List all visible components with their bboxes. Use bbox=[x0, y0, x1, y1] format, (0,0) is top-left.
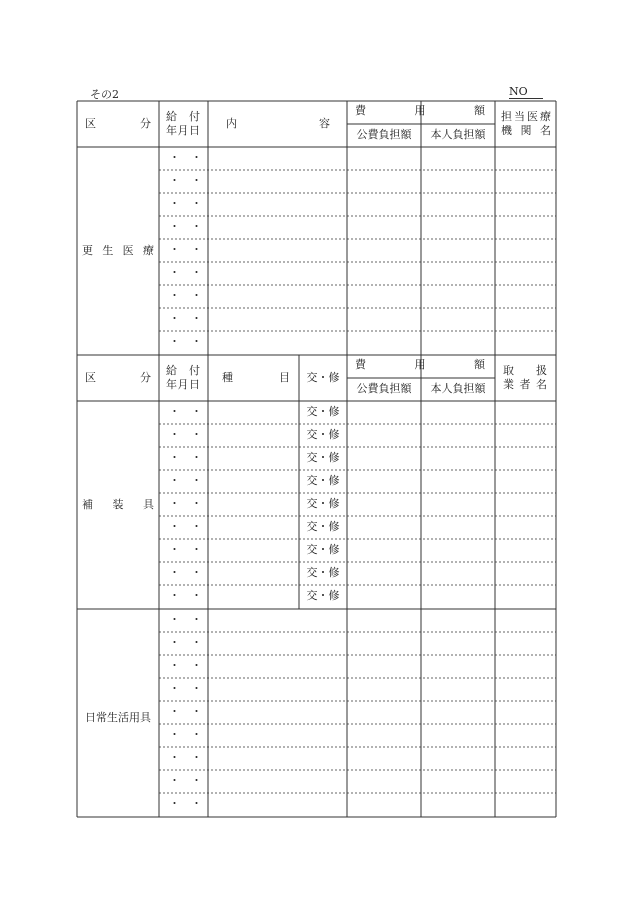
date-placeholder: ・ ・ bbox=[169, 405, 202, 418]
date-placeholder: ・ ・ bbox=[169, 659, 202, 672]
date-placeholder: ・ ・ bbox=[169, 520, 202, 533]
date-placeholder: ・ ・ bbox=[169, 220, 202, 233]
koushuu-mark: 交・修 bbox=[306, 497, 340, 510]
date-placeholder: ・ ・ bbox=[169, 289, 202, 302]
date-placeholder: ・ ・ bbox=[169, 243, 202, 256]
header-kyufu-date: 年 月 日 bbox=[166, 124, 200, 137]
header-kyufu: 給 付 bbox=[166, 110, 200, 123]
header-kubun: 区 分 bbox=[85, 117, 151, 130]
koushuu-mark: 交・修 bbox=[306, 474, 340, 487]
header-tantou-name: 機 関 名 bbox=[501, 124, 551, 137]
koushuu-mark: 交・修 bbox=[306, 520, 340, 533]
header-tantou: 担 当 医 療 bbox=[501, 110, 551, 123]
date-placeholder: ・ ・ bbox=[169, 543, 202, 556]
koushuu-mark: 交・修 bbox=[306, 451, 340, 464]
section-nichijou: 日常生活用具 bbox=[85, 711, 151, 724]
date-placeholder: ・ ・ bbox=[169, 151, 202, 164]
date-placeholder: ・ ・ bbox=[169, 774, 202, 787]
date-placeholder: ・ ・ bbox=[169, 728, 202, 741]
koushuu-mark: 交・修 bbox=[306, 405, 340, 418]
header-toriatsukai: 取 扱 bbox=[503, 364, 547, 377]
date-placeholder: ・ ・ bbox=[169, 751, 202, 764]
header-kouhi: 公費負担額 bbox=[356, 128, 412, 141]
date-placeholder: ・ ・ bbox=[169, 451, 202, 464]
header-honnin: 本人負担額 bbox=[430, 128, 486, 141]
header-shumoku: 種 目 bbox=[222, 371, 290, 384]
header-hiyou: 費 用 額 bbox=[355, 358, 485, 371]
date-placeholder: ・ ・ bbox=[169, 474, 202, 487]
koushuu-mark: 交・修 bbox=[306, 589, 340, 602]
header-koushuu: 交・修 bbox=[306, 371, 340, 384]
no-label: NO bbox=[509, 86, 543, 99]
header-kyufu-date: 年 月 日 bbox=[166, 378, 200, 391]
header-honnin: 本人負担額 bbox=[430, 382, 486, 395]
header-naiyou: 内 容 bbox=[226, 117, 330, 130]
date-placeholder: ・ ・ bbox=[169, 682, 202, 695]
koushuu-mark: 交・修 bbox=[306, 428, 340, 441]
date-placeholder: ・ ・ bbox=[169, 497, 202, 510]
date-placeholder: ・ ・ bbox=[169, 705, 202, 718]
date-placeholder: ・ ・ bbox=[169, 428, 202, 441]
section-hosougu: 補 装 具 bbox=[82, 498, 154, 511]
section-kousei: 更 生 医 療 bbox=[82, 244, 154, 257]
sheet-label: その2 bbox=[90, 88, 119, 101]
date-placeholder: ・ ・ bbox=[169, 174, 202, 187]
date-placeholder: ・ ・ bbox=[169, 797, 202, 810]
koushuu-mark: 交・修 bbox=[306, 566, 340, 579]
header-kubun: 区 分 bbox=[85, 371, 151, 384]
header-hiyou: 費 用 額 bbox=[355, 104, 485, 117]
date-placeholder: ・ ・ bbox=[169, 613, 202, 626]
date-placeholder: ・ ・ bbox=[169, 589, 202, 602]
date-placeholder: ・ ・ bbox=[169, 312, 202, 325]
header-kouhi: 公費負担額 bbox=[356, 382, 412, 395]
date-placeholder: ・ ・ bbox=[169, 335, 202, 348]
header-kyufu: 給 付 bbox=[166, 364, 200, 377]
header-toriatsukai-name: 業 者 名 bbox=[503, 378, 547, 391]
date-placeholder: ・ ・ bbox=[169, 566, 202, 579]
koushuu-mark: 交・修 bbox=[306, 543, 340, 556]
date-placeholder: ・ ・ bbox=[169, 636, 202, 649]
date-placeholder: ・ ・ bbox=[169, 197, 202, 210]
date-placeholder: ・ ・ bbox=[169, 266, 202, 279]
